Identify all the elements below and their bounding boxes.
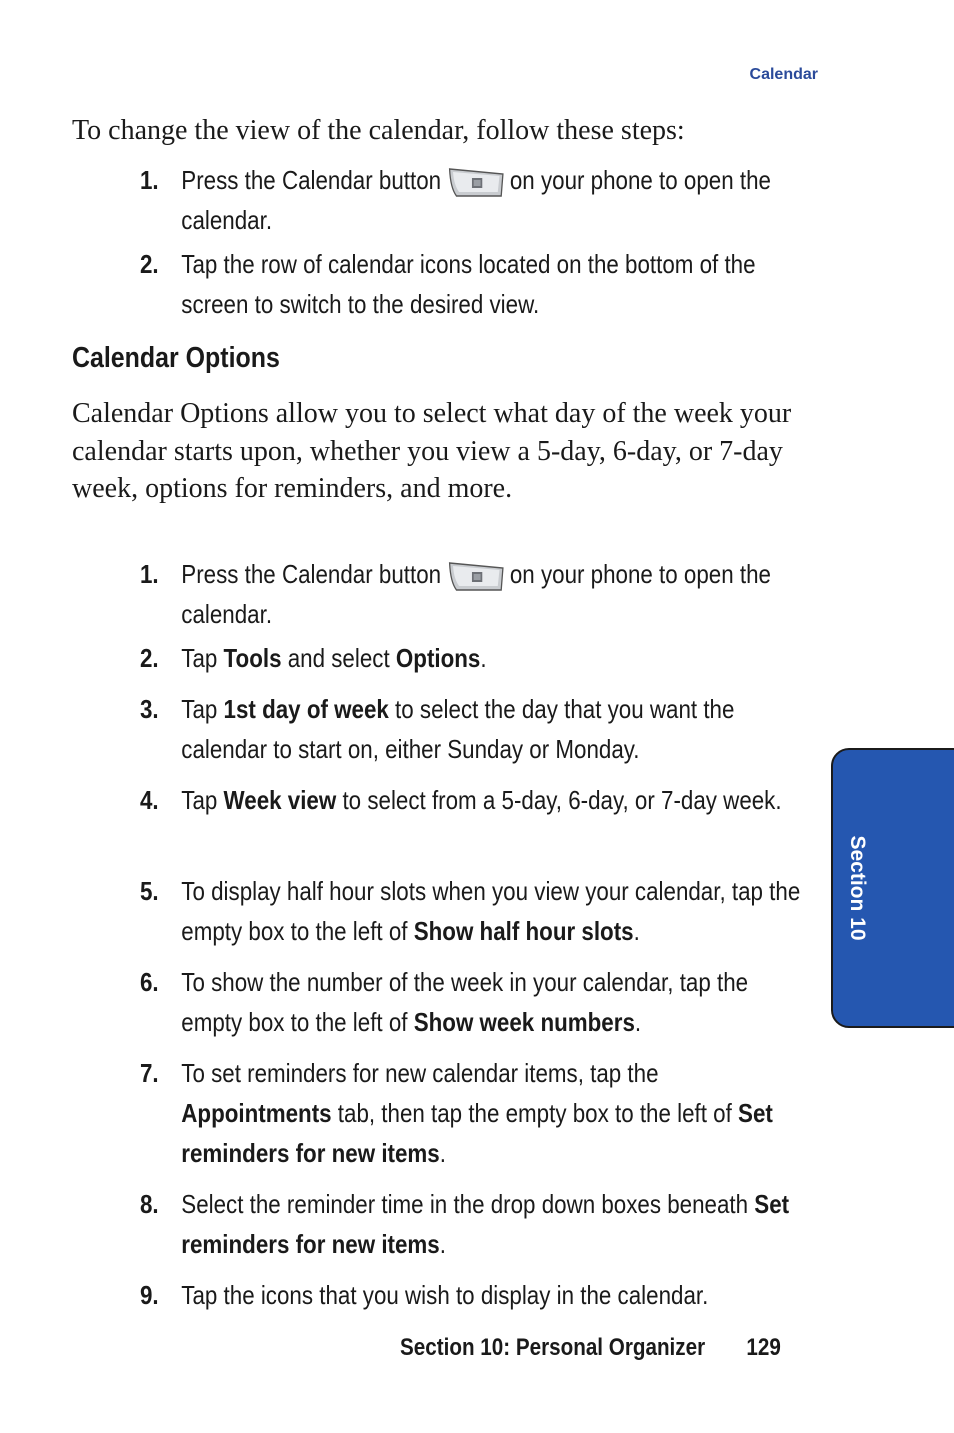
page-footer (400, 1334, 781, 1362)
calendar-button-icon (448, 166, 505, 198)
option-step-9 (140, 1275, 811, 1315)
option-step-5 (140, 871, 811, 951)
step-number: 1. (140, 559, 159, 589)
step-number: 2. (140, 249, 159, 279)
options-paragraph: Calendar Options allow you to select what day of the week your calendar starts upon, whether you view a 5-day, 6-day, or 7-day week, options for reminders, and more. (72, 398, 792, 504)
option-step-8 (140, 1184, 811, 1264)
step-text: Select the reminder time in the drop down boxes beneath Set reminders for new items. (181, 1189, 790, 1259)
step-number: 2. (140, 643, 159, 673)
step-number: 9. (140, 1280, 159, 1310)
step-text: Tap Week view to select from a 5-day, 6-day, or 7-day week. (181, 785, 782, 815)
option-step-2 (140, 638, 811, 678)
view-step-1 (140, 160, 811, 240)
section-tab-label: Section 10 (846, 835, 869, 941)
step-text: To display half hour slots when you view your calendar, tap the empty box to the left of Show half hour slots. (181, 876, 801, 946)
footer-section-title: Section 10: Personal Organizer (400, 1334, 706, 1361)
step-number: 7. (140, 1058, 159, 1088)
step-number: 5. (140, 876, 159, 906)
page-number: 129 (746, 1334, 781, 1361)
step-number: 1. (140, 165, 159, 195)
option-step-6 (140, 962, 811, 1042)
section-heading: Calendar Options (72, 342, 280, 374)
step-text: Tap the icons that you wish to display in the calendar. (181, 1280, 709, 1310)
step-text: Tap Tools and select Options. (181, 643, 487, 673)
option-step-1 (140, 554, 811, 634)
step-number: 4. (140, 785, 159, 815)
option-step-7 (140, 1053, 811, 1173)
step-text: To show the number of the week in your calendar, tap the empty box to the left of Show week numbers. (181, 967, 749, 1037)
calendar-button-icon (448, 560, 505, 592)
step-text: Tap 1st day of week to select the day that you want the calendar to start on, either Sunday or Monday. (181, 694, 735, 764)
option-step-3 (140, 689, 811, 769)
step-number: 3. (140, 694, 159, 724)
option-step-4 (140, 780, 811, 820)
step-text: To set reminders for new calendar items, tap the Appointments tab, then tap the empty box to the left of Set reminders for new items. (181, 1058, 773, 1168)
intro-text: To change the view of the calendar, follow these steps: (72, 115, 685, 146)
view-step-2 (140, 244, 811, 324)
running-header: Calendar (749, 66, 818, 83)
step-text: Tap the row of calendar icons located on the bottom of the screen to switch to the desired view. (181, 249, 756, 319)
step-text: Press the Calendar button on your phone to open the calendar. (181, 559, 771, 629)
step-number: 8. (140, 1189, 159, 1219)
step-text: Press the Calendar button on your phone to open the calendar. (181, 165, 771, 235)
step-number: 6. (140, 967, 159, 997)
